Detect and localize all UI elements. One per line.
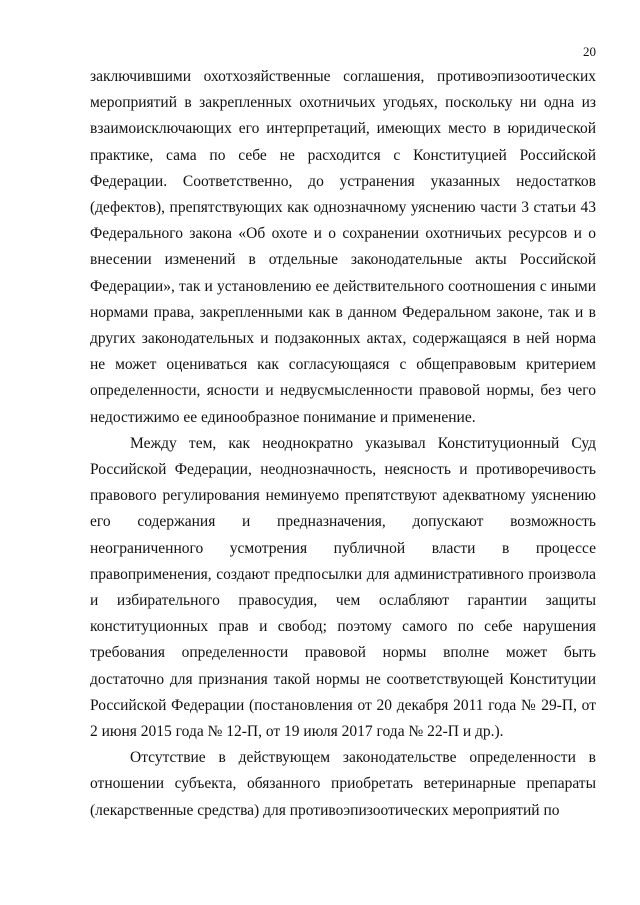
paragraph-constitutional-court: Между тем, как неоднократно указывал Конституционный Суд Российской Федерации, неоднозначность, неясность и противоречивость правового регулирования неминуемо препятствуют адекватному уяснению его содержания и предназначения, допускают возможность неограниченного усмотрения публичной власти в процессе правоприменения, создают предпосылки для административного произвола и избирательного правосудия, чем ослабляют гарантии защиты конституционных прав и свобод; поэтому самого по себе нарушения требования определенности правовой нормы вполне может быть достаточно для признания такой нормы не соответствующей Конституции Российской Федерации (постановления от 20 декабря 2011 года № 29-П, от 2 июня 2015 года № 12-П, от 19 июля 2017 года № 22-П и др.). (90, 434, 596, 741)
paragraph-absence-of-certainty: Отсутствие в действующем законодательстве определенности в отношении субъекта, обязанного приобретать ветеринарные препараты (лекарственные средства) для противоэпизоотических мероприятий по (90, 749, 596, 819)
paragraph-continuation: заключившими охотхозяйственные соглашения, противоэпизоотических мероприятий в закрепленных охотничьих угодьях, поскольку ни одна из взаимоисключающих его интерпретаций, имеющих место в юридической практике, сама по себе не расходится с Конституцией Российской Федерации. Соответственно, до устранения указанных недостатков (дефектов), препятствующих как однозначному уяснению части 3 статьи 43 Федерального закона «Об охоте и о сохранении охотничьих ресурсов и о внесении изменений в отдельные законодательные акты Российской Федерации», так и установлению ее действительного соотношения с иными нормами права, закрепленными как в данном Федеральном законе, так и в других законодательных и подзаконных актах, содержащаяся в ней норма не может оцениваться как согласующаяся с общеправовым критерием определенности, ясности и недвусмысленности правовой нормы, без чего недостижимо ее единообразное понимание и применение. (90, 68, 596, 426)
page-number: 20 (583, 44, 596, 59)
document-body (90, 64, 596, 824)
